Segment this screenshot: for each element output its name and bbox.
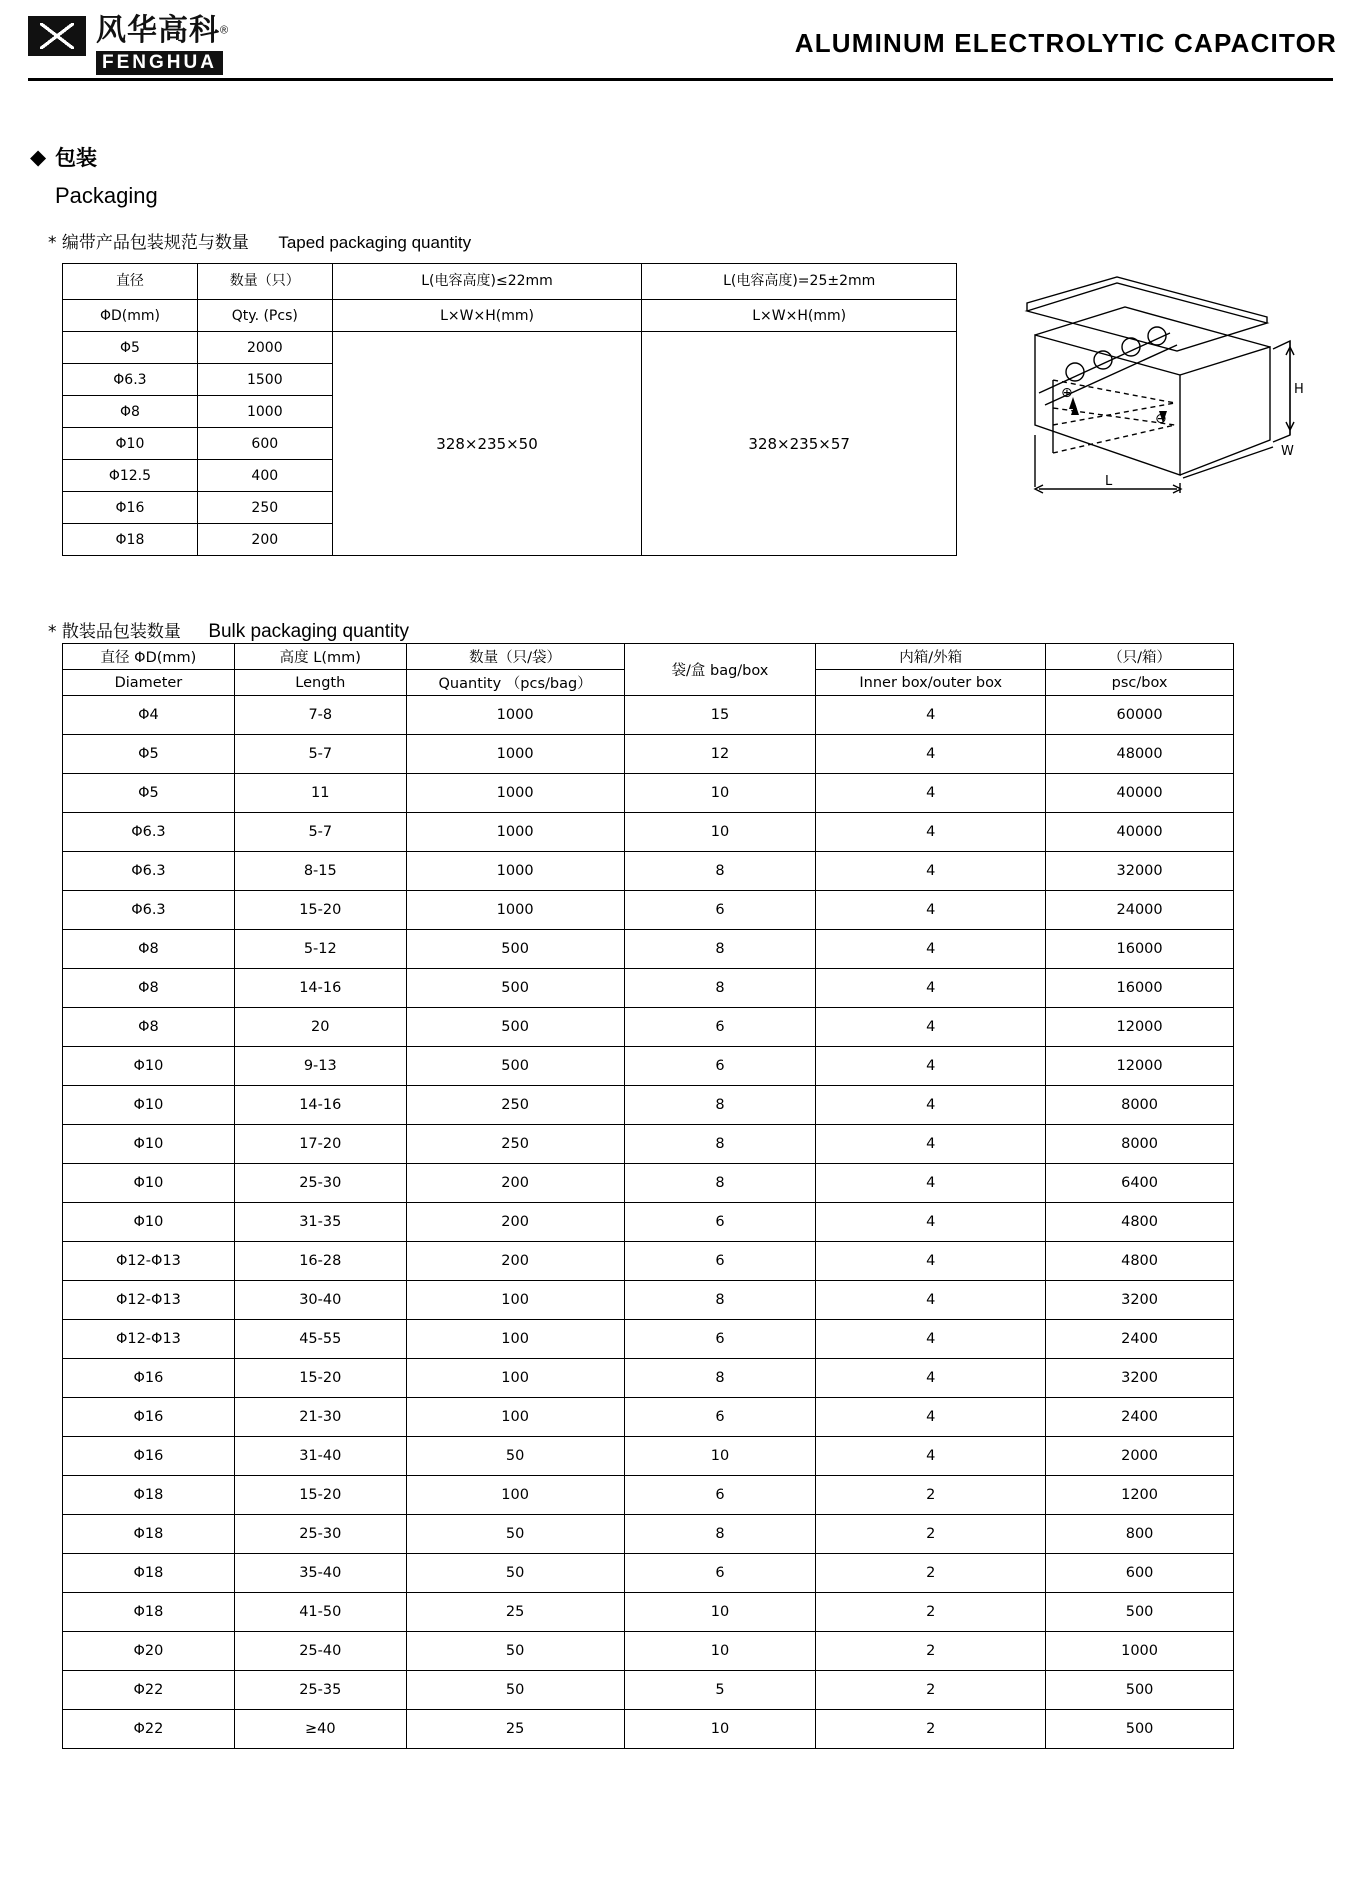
cell-bulk-qty: 1000 [406, 852, 624, 891]
cell-bulk-inner-outer: 4 [816, 1047, 1046, 1086]
cell-bulk-qty: 200 [406, 1164, 624, 1203]
cell-bulk-length: 21-30 [234, 1398, 406, 1437]
cell-bulk-psc-box: 500 [1046, 1671, 1234, 1710]
cell-bulk-psc-box: 2400 [1046, 1398, 1234, 1437]
cell-bulk-length: 31-40 [234, 1437, 406, 1476]
cell-diameter: Φ16 [63, 492, 198, 524]
cell-diameter: Φ5 [63, 332, 198, 364]
header-height-le22 [332, 264, 642, 300]
header-bulk-diameter: 直径 ΦD(mm) [63, 644, 235, 670]
cell-bulk-bag-box: 8 [624, 1164, 816, 1203]
logo-chinese-name: 风华高科 [96, 13, 220, 48]
cell-bulk-psc-box: 500 [1046, 1710, 1234, 1749]
cell-bulk-bag-box: 6 [624, 1476, 816, 1515]
cell-bulk-psc-box: 16000 [1046, 930, 1234, 969]
table-row [63, 1125, 1234, 1164]
table-row [63, 969, 1234, 1008]
cell-bulk-qty: 500 [406, 930, 624, 969]
cell-bulk-psc-box: 40000 [1046, 774, 1234, 813]
cell-bulk-inner-outer: 4 [816, 1125, 1046, 1164]
cell-bulk-qty: 500 [406, 1047, 624, 1086]
cell-bulk-qty: 1000 [406, 813, 624, 852]
cell-bulk-qty: 100 [406, 1359, 624, 1398]
cell-diameter: Φ18 [63, 524, 198, 556]
cell-bulk-psc-box: 1200 [1046, 1476, 1234, 1515]
packaging-box-illustration [1005, 275, 1305, 505]
cell-bulk-bag-box: 10 [624, 1710, 816, 1749]
cell-bulk-qty: 500 [406, 969, 624, 1008]
logo-text [96, 13, 229, 75]
cell-bulk-length: 7-8 [234, 696, 406, 735]
cell-bulk-length: ≥40 [234, 1710, 406, 1749]
cell-bulk-psc-box: 1000 [1046, 1632, 1234, 1671]
table-row [63, 1593, 1234, 1632]
cell-qty: 2000 [197, 332, 332, 364]
cell-bulk-inner-outer: 2 [816, 1554, 1046, 1593]
cell-bulk-qty: 500 [406, 1008, 624, 1047]
cell-bulk-inner-outer: 4 [816, 1359, 1046, 1398]
header-bulk-length: 高度 L(mm) [234, 644, 406, 670]
cell-bulk-length: 31-35 [234, 1203, 406, 1242]
cell-bulk-inner-outer: 4 [816, 969, 1046, 1008]
cell-bulk-length: 25-30 [234, 1164, 406, 1203]
cell-bulk-diameter: Φ5 [63, 774, 235, 813]
cell-qty: 1000 [197, 396, 332, 428]
subsection-taped-heading [48, 228, 471, 253]
cell-bulk-qty: 200 [406, 1203, 624, 1242]
cell-bulk-diameter: Φ20 [63, 1632, 235, 1671]
cell-diameter: Φ6.3 [63, 364, 198, 396]
table-row [63, 1710, 1234, 1749]
cell-bulk-psc-box: 500 [1046, 1593, 1234, 1632]
header-height-25-text: L(电容高度)=25±2mm [723, 273, 876, 290]
cell-bulk-length: 15-20 [234, 1476, 406, 1515]
table-row [63, 696, 1234, 735]
cell-bulk-qty: 250 [406, 1086, 624, 1125]
header-bulk-bagbox: 袋/盒 bag/box [624, 644, 816, 696]
cell-bulk-psc-box: 16000 [1046, 969, 1234, 1008]
cell-bulk-psc-box: 24000 [1046, 891, 1234, 930]
subsection-taped-heading-en: Taped packaging quantity [278, 233, 472, 252]
cell-bulk-bag-box: 12 [624, 735, 816, 774]
cell-bulk-diameter: Φ10 [63, 1164, 235, 1203]
box-diagram-svg [1005, 275, 1305, 505]
subheader-diameter-unit: ΦD(mm) [63, 300, 198, 332]
taped-packaging-table [62, 263, 957, 556]
cell-diameter: Φ10 [63, 428, 198, 460]
cell-bulk-psc-box: 8000 [1046, 1086, 1234, 1125]
table-row [63, 1047, 1234, 1086]
cell-bulk-inner-outer: 4 [816, 930, 1046, 969]
cell-bulk-length: 5-12 [234, 930, 406, 969]
cell-bulk-diameter: Φ6.3 [63, 852, 235, 891]
polarity-minus-icon: ⊖ [1155, 411, 1167, 427]
cell-bulk-psc-box: 40000 [1046, 813, 1234, 852]
cell-bulk-psc-box: 12000 [1046, 1008, 1234, 1047]
bulk-table-body [63, 696, 1234, 1749]
table-header-row [63, 644, 1234, 670]
cell-bulk-qty: 50 [406, 1515, 624, 1554]
cell-bulk-psc-box: 6400 [1046, 1164, 1234, 1203]
cell-bulk-bag-box: 6 [624, 1242, 816, 1281]
header-diameter [63, 264, 198, 300]
cell-bulk-diameter: Φ12-Φ13 [63, 1281, 235, 1320]
cell-bulk-diameter: Φ6.3 [63, 891, 235, 930]
subheader-bulk-qty: Quantity （pcs/bag） [406, 670, 624, 696]
cell-bulk-psc-box: 600 [1046, 1554, 1234, 1593]
cell-bulk-diameter: Φ10 [63, 1086, 235, 1125]
cell-qty: 200 [197, 524, 332, 556]
cell-bulk-length: 25-30 [234, 1515, 406, 1554]
cell-bulk-inner-outer: 2 [816, 1710, 1046, 1749]
cell-bulk-qty: 1000 [406, 696, 624, 735]
cell-bulk-bag-box: 6 [624, 891, 816, 930]
header-bulk-pscbox: （只/箱） [1046, 644, 1234, 670]
cell-bulk-length: 14-16 [234, 969, 406, 1008]
cell-bulk-length: 11 [234, 774, 406, 813]
cell-bulk-inner-outer: 4 [816, 891, 1046, 930]
cell-bulk-inner-outer: 4 [816, 1437, 1046, 1476]
cell-bulk-diameter: Φ16 [63, 1437, 235, 1476]
cell-bulk-psc-box: 3200 [1046, 1359, 1234, 1398]
cell-bulk-diameter: Φ8 [63, 930, 235, 969]
cell-bulk-length: 9-13 [234, 1047, 406, 1086]
cell-bulk-inner-outer: 4 [816, 735, 1046, 774]
table-row [63, 930, 1234, 969]
cell-bulk-diameter: Φ10 [63, 1125, 235, 1164]
cell-bulk-bag-box: 10 [624, 774, 816, 813]
subheader-bulk-pscbox: psc/box [1046, 670, 1234, 696]
cell-bulk-bag-box: 6 [624, 1203, 816, 1242]
page-header [0, 0, 1361, 86]
cell-bulk-inner-outer: 4 [816, 813, 1046, 852]
cell-qty: 1500 [197, 364, 332, 396]
cell-bulk-length: 30-40 [234, 1281, 406, 1320]
cell-bulk-length: 5-7 [234, 813, 406, 852]
subheader-bulk-length: Length [234, 670, 406, 696]
table-row [63, 1086, 1234, 1125]
cell-bulk-bag-box: 8 [624, 852, 816, 891]
cell-bulk-qty: 25 [406, 1593, 624, 1632]
cell-bulk-qty: 50 [406, 1632, 624, 1671]
cell-bulk-inner-outer: 4 [816, 1242, 1046, 1281]
cell-bulk-inner-outer: 4 [816, 1203, 1046, 1242]
cell-bulk-bag-box: 6 [624, 1554, 816, 1593]
table-row [63, 1632, 1234, 1671]
cell-bulk-diameter: Φ6.3 [63, 813, 235, 852]
subsection-bulk-heading [48, 617, 409, 643]
table-header-row [63, 264, 957, 300]
table-row [63, 1554, 1234, 1593]
cell-bulk-bag-box: 8 [624, 969, 816, 1008]
cell-bulk-bag-box: 8 [624, 930, 816, 969]
table-row [63, 1242, 1234, 1281]
cell-bulk-qty: 100 [406, 1398, 624, 1437]
cell-bulk-inner-outer: 4 [816, 1320, 1046, 1359]
subheader-lwh-large: L×W×H(mm) [642, 300, 957, 332]
cell-diameter: Φ12.5 [63, 460, 198, 492]
cell-bulk-qty: 1000 [406, 735, 624, 774]
cell-bulk-bag-box: 8 [624, 1515, 816, 1554]
bulk-packaging-table [62, 643, 1234, 1749]
cell-bulk-bag-box: 10 [624, 1632, 816, 1671]
cell-bulk-qty: 100 [406, 1320, 624, 1359]
cell-bulk-psc-box: 4800 [1046, 1242, 1234, 1281]
cell-dim-small: 328×235×50 [332, 332, 642, 556]
table-row [63, 1437, 1234, 1476]
cell-bulk-diameter: Φ18 [63, 1476, 235, 1515]
cell-qty: 600 [197, 428, 332, 460]
cell-bulk-psc-box: 12000 [1046, 1047, 1234, 1086]
cell-bulk-bag-box: 10 [624, 1593, 816, 1632]
cell-bulk-inner-outer: 4 [816, 1164, 1046, 1203]
dim-label-w: W [1281, 444, 1294, 459]
cell-bulk-diameter: Φ8 [63, 969, 235, 1008]
cell-bulk-inner-outer: 4 [816, 852, 1046, 891]
header-diameter-cn: 直径 [115, 273, 144, 290]
cell-bulk-length: 17-20 [234, 1125, 406, 1164]
cell-bulk-diameter: Φ22 [63, 1710, 235, 1749]
dim-label-h: H [1294, 382, 1304, 397]
header-divider-accent [28, 78, 258, 81]
cell-diameter: Φ8 [63, 396, 198, 428]
cell-bulk-qty: 50 [406, 1554, 624, 1593]
cell-bulk-length: 14-16 [234, 1086, 406, 1125]
table-row [63, 1398, 1234, 1437]
table-row [63, 813, 1234, 852]
subheader-bulk-innerouter: Inner box/outer box [816, 670, 1046, 696]
cell-bulk-diameter: Φ10 [63, 1047, 235, 1086]
subsection-bulk-heading-en: Bulk packaging quantity [208, 621, 409, 642]
cell-bulk-diameter: Φ18 [63, 1593, 235, 1632]
cell-bulk-diameter: Φ12-Φ13 [63, 1242, 235, 1281]
registered-trademark-icon: ® [220, 24, 229, 37]
cell-bulk-diameter: Φ4 [63, 696, 235, 735]
table-row [63, 1281, 1234, 1320]
cell-bulk-psc-box: 4800 [1046, 1203, 1234, 1242]
cell-dim-large: 328×235×57 [642, 332, 957, 556]
cell-bulk-bag-box: 15 [624, 696, 816, 735]
cell-bulk-bag-box: 8 [624, 1125, 816, 1164]
cell-bulk-psc-box: 48000 [1046, 735, 1234, 774]
section-title-english: Packaging [55, 183, 158, 208]
cell-bulk-qty: 25 [406, 1710, 624, 1749]
table-row [63, 1515, 1234, 1554]
table-row [63, 852, 1234, 891]
cell-bulk-qty: 100 [406, 1281, 624, 1320]
header-bulk-innerouter: 内箱/外箱 [816, 644, 1046, 670]
cell-bulk-bag-box: 8 [624, 1086, 816, 1125]
cell-bulk-bag-box: 10 [624, 1437, 816, 1476]
cell-bulk-bag-box: 5 [624, 1671, 816, 1710]
cell-bulk-length: 35-40 [234, 1554, 406, 1593]
cell-bulk-length: 5-7 [234, 735, 406, 774]
subsection-bulk-heading-cn: * 散装品包装数量 [48, 622, 181, 642]
cell-bulk-bag-box: 10 [624, 813, 816, 852]
cell-bulk-psc-box: 32000 [1046, 852, 1234, 891]
header-height-le22-text: L(电容高度)≤22mm [421, 273, 553, 290]
subsection-taped-heading-cn: * 编带产品包装规范与数量 [48, 233, 249, 253]
subheader-bulk-diameter: Diameter [63, 670, 235, 696]
table-row [63, 1671, 1234, 1710]
table-row [63, 1476, 1234, 1515]
cell-bulk-bag-box: 8 [624, 1281, 816, 1320]
cell-bulk-diameter: Φ16 [63, 1398, 235, 1437]
cell-bulk-qty: 1000 [406, 891, 624, 930]
cell-bulk-diameter: Φ22 [63, 1671, 235, 1710]
cell-bulk-length: 16-28 [234, 1242, 406, 1281]
cell-bulk-bag-box: 6 [624, 1320, 816, 1359]
cell-bulk-inner-outer: 4 [816, 1008, 1046, 1047]
cell-bulk-qty: 250 [406, 1125, 624, 1164]
table-row [63, 1320, 1234, 1359]
cell-bulk-qty: 50 [406, 1671, 624, 1710]
cell-bulk-psc-box: 2000 [1046, 1437, 1234, 1476]
cell-bulk-inner-outer: 4 [816, 696, 1046, 735]
cell-bulk-bag-box: 6 [624, 1008, 816, 1047]
cell-bulk-bag-box: 8 [624, 1359, 816, 1398]
cell-bulk-length: 8-15 [234, 852, 406, 891]
cell-qty: 400 [197, 460, 332, 492]
header-bulk-qty: 数量（只/袋） [406, 644, 624, 670]
page-title: ALUMINUM ELECTROLYTIC CAPACITOR [794, 28, 1337, 58]
cell-bulk-inner-outer: 2 [816, 1593, 1046, 1632]
cell-bulk-qty: 200 [406, 1242, 624, 1281]
cell-bulk-inner-outer: 2 [816, 1632, 1046, 1671]
cell-bulk-length: 15-20 [234, 891, 406, 930]
cell-bulk-length: 25-40 [234, 1632, 406, 1671]
table-subheader-row [63, 300, 957, 332]
header-qty [197, 264, 332, 300]
table-row [63, 1203, 1234, 1242]
cell-bulk-qty: 100 [406, 1476, 624, 1515]
cell-bulk-psc-box: 60000 [1046, 696, 1234, 735]
table-row [63, 1164, 1234, 1203]
cell-bulk-length: 41-50 [234, 1593, 406, 1632]
fenghua-logo-icon [28, 16, 86, 56]
cell-bulk-inner-outer: 4 [816, 1398, 1046, 1437]
table-row [63, 1008, 1234, 1047]
cell-bulk-psc-box: 2400 [1046, 1320, 1234, 1359]
cell-bulk-diameter: Φ18 [63, 1515, 235, 1554]
cell-bulk-psc-box: 3200 [1046, 1281, 1234, 1320]
cell-bulk-inner-outer: 4 [816, 1086, 1046, 1125]
cell-bulk-qty: 1000 [406, 774, 624, 813]
cell-bulk-psc-box: 800 [1046, 1515, 1234, 1554]
cell-bulk-diameter: Φ5 [63, 735, 235, 774]
cell-bulk-diameter: Φ16 [63, 1359, 235, 1398]
cell-bulk-length: 15-20 [234, 1359, 406, 1398]
dim-label-l: L [1105, 474, 1113, 489]
table-row [63, 735, 1234, 774]
header-qty-cn: 数量（只） [229, 273, 300, 290]
cell-bulk-inner-outer: 2 [816, 1671, 1046, 1710]
company-logo [28, 13, 229, 75]
cell-bulk-bag-box: 6 [624, 1047, 816, 1086]
cell-bulk-qty: 50 [406, 1437, 624, 1476]
cell-bulk-diameter: Φ18 [63, 1554, 235, 1593]
cell-bulk-diameter: Φ8 [63, 1008, 235, 1047]
cell-bulk-inner-outer: 4 [816, 1281, 1046, 1320]
cell-bulk-length: 25-35 [234, 1671, 406, 1710]
cell-bulk-inner-outer: 4 [816, 774, 1046, 813]
cell-bulk-inner-outer: 2 [816, 1515, 1046, 1554]
section-title-chinese: 包装 [55, 146, 97, 170]
cell-qty: 250 [197, 492, 332, 524]
table-row [63, 332, 957, 364]
cell-bulk-diameter: Φ10 [63, 1203, 235, 1242]
logo-english-name: FENGHUA [96, 51, 223, 75]
cell-bulk-bag-box: 6 [624, 1398, 816, 1437]
cell-bulk-diameter: Φ12-Φ13 [63, 1320, 235, 1359]
cell-bulk-psc-box: 8000 [1046, 1125, 1234, 1164]
cell-bulk-length: 45-55 [234, 1320, 406, 1359]
polarity-plus-icon: ⊕ [1061, 385, 1073, 401]
cell-bulk-length: 20 [234, 1008, 406, 1047]
subheader-lwh-small: L×W×H(mm) [332, 300, 642, 332]
table-row [63, 891, 1234, 930]
bullet-diamond-icon: ◆ [30, 145, 47, 169]
header-height-25 [642, 264, 957, 300]
table-row [63, 774, 1234, 813]
cell-bulk-inner-outer: 2 [816, 1476, 1046, 1515]
table-row [63, 1359, 1234, 1398]
subheader-qty-unit: Qty. (Pcs) [197, 300, 332, 332]
